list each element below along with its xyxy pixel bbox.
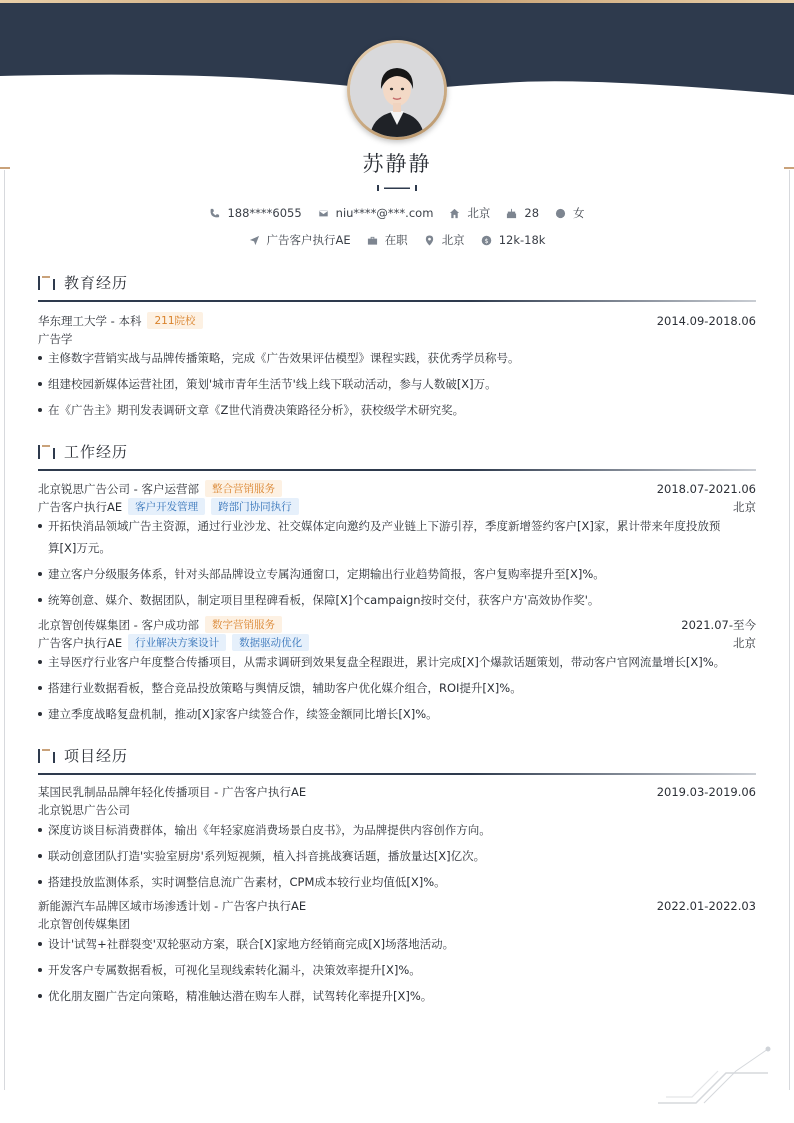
major-text: 广告学 (38, 332, 73, 346)
email-item (318, 206, 434, 220)
briefcase-icon (367, 235, 378, 246)
role-tag: 跨部门协同执行 (211, 498, 299, 515)
phone-item (209, 206, 301, 220)
project-header-row (38, 784, 756, 800)
education-date: 2014.09-2018.06 (656, 313, 756, 328)
job-bullet: 搭建行业数据看板，整合竞品投放策略与舆情反馈，辅助客户优化媒介组合，ROI提升[X]%。 (38, 678, 756, 699)
role-tag: 行业解决方案设计 (128, 634, 226, 651)
project-date: 2022.01-2022.03 (656, 899, 756, 913)
job-city: 北京 (733, 499, 756, 514)
school-name: 华东理工大学 - 本科 (38, 313, 142, 328)
home-item (449, 205, 490, 221)
project-bullet: 深度访谈目标消费群体，输出《年轻家庭消费场景白皮书》，为品牌提供内容创作方向。 (38, 820, 756, 841)
project-name: 某国民乳制品品牌年轻化传播项目 - 广告客户执行AE (38, 785, 307, 799)
age-item (506, 206, 539, 220)
home-icon (449, 208, 460, 219)
gender-item (555, 205, 585, 221)
project-bullet: 优化朋友圈广告定向策略，精准触达潜在购车人群，试驾转化率提升[X]%。 (38, 986, 756, 1007)
status-item (367, 232, 408, 248)
job-bullet: 建立客户分级服务体系，针对头部品牌设立专属沟通窗口，定期输出行业趋势简报，客户复购率提升至[X]%。 (38, 564, 756, 585)
email-text: niu****@***.com (335, 206, 434, 220)
education-bullet: 在《广告主》期刊发表调研文章《Z世代消费决策路径分析》，获校级学术研究奖。 (38, 400, 756, 421)
work-title-text: 工作经历 (64, 443, 129, 461)
avatar (347, 40, 447, 140)
job-intent-row (0, 232, 794, 248)
section-mark-icon (38, 445, 56, 459)
svg-text:$: $ (484, 236, 489, 245)
education-divider (38, 300, 756, 302)
major-row (38, 331, 756, 347)
project-name: 新能源汽车品牌区域市场渗透计划 - 广告客户执行AE (38, 899, 307, 913)
work-divider (38, 469, 756, 471)
corner-decoration (656, 1045, 776, 1105)
job-bullet: 主导医疗行业客户年度整合传播项目，从需求调研到效果复盘全程跟进，累计完成[X]个爆款话题策划，带动客户官网流量增长[X]%。 (38, 652, 756, 673)
age-text: 28 (524, 206, 540, 220)
project-org: 北京智创传媒集团 (38, 917, 130, 931)
job-header-row (38, 616, 756, 633)
job-role-row (38, 498, 756, 515)
job-date: 2021.07-至今 (681, 617, 756, 632)
project-org-row (38, 916, 756, 932)
portrait-image (350, 43, 444, 137)
role-tag: 客户开发管理 (128, 498, 205, 515)
city-text: 北京 (441, 233, 465, 247)
position-item (249, 232, 351, 248)
mail-icon (318, 208, 329, 219)
education-title-text: 教育经历 (64, 274, 129, 292)
gender-text: 女 (573, 206, 585, 220)
status-text: 在职 (384, 233, 408, 247)
education-bullet: 组建校园新媒体运营社团，策划'城市青年生活节'线上线下联动活动，参与人数破[X]万。 (38, 374, 756, 395)
project-bullet: 设计'试驾+社群裂变'双轮驱动方案，联合[X]家地方经销商完成[X]场落地活动。 (38, 934, 756, 955)
project-title-text: 项目经历 (64, 747, 129, 765)
send-icon (249, 235, 260, 246)
school-tag: 211院校 (147, 312, 202, 329)
salary-icon (481, 235, 492, 246)
project-org: 北京锐思广告公司 (38, 803, 130, 817)
project-divider (38, 773, 756, 775)
location-icon (424, 235, 435, 246)
job-date: 2018.07-2021.06 (656, 481, 756, 496)
job-city: 北京 (733, 635, 756, 650)
job-bullet: 建立季度战略复盘机制，推动[X]家客户续签合作，续签金额同比增长[X]%。 (38, 704, 756, 725)
project-section-title (38, 745, 128, 766)
company-name: 北京智创传媒集团 - 客户成功部 (38, 617, 199, 632)
job-bullet: 开拓快消品领域广告主资源，通过行业沙龙、社交媒体定向邀约及产业链上下游引荐，季度新增签约客户[X]家，累计带来年度投放预 (38, 516, 756, 537)
phone-icon (209, 208, 220, 219)
right-border-line (789, 170, 790, 1090)
city-item (424, 232, 465, 248)
job-bullet-continuation: 算[X]万元。 (48, 541, 111, 555)
project-header-row (38, 898, 756, 914)
contact-row (0, 205, 794, 221)
salary-text: 12k-18k (498, 233, 546, 247)
name-divider (377, 185, 417, 191)
project-bullet: 开发客户专属数据看板，可视化呈现线索转化漏斗，决策效率提升[X]%。 (38, 960, 756, 981)
job-header-row (38, 480, 756, 497)
education-bullet: 主修数字营销实战与品牌传播策略，完成《广告效果评估模型》课程实践，获优秀学员称号。 (38, 348, 756, 369)
section-mark-icon (38, 276, 56, 290)
phone-text: 188****6055 (227, 206, 302, 220)
job-role-row (38, 634, 756, 651)
job-role: 广告客户执行AE (38, 499, 123, 514)
salary-item (481, 233, 546, 247)
company-tag: 数字营销服务 (205, 616, 282, 633)
cake-icon (506, 208, 517, 219)
project-bullet: 联动创意团队打造'实验室厨房'系列短视频，植入抖音挑战赛话题，播放量达[X]亿次。 (38, 846, 756, 867)
section-mark-icon (38, 749, 56, 763)
left-border-line (4, 170, 5, 1090)
home-text: 北京 (467, 206, 491, 220)
position-text: 广告客户执行AE (266, 233, 351, 247)
candidate-name: 苏静静 (362, 152, 432, 176)
education-section-title (38, 272, 128, 293)
gender-icon (555, 208, 566, 219)
company-tag: 整合营销服务 (205, 480, 282, 497)
project-bullet: 搭建投放监测体系，实时调整信息流广告素材，CPM成本较行业均值低[X]%。 (38, 872, 756, 893)
project-org-row (38, 802, 756, 818)
education-header-row (38, 312, 756, 329)
job-bullet: 统筹创意、媒介、数据团队，制定项目里程碑看板，保障[X]个campaign按时交付，获客户方'高效协作奖'。 (38, 590, 756, 611)
work-section-title (38, 441, 128, 462)
company-name: 北京锐思广告公司 - 客户运营部 (38, 481, 199, 496)
job-role: 广告客户执行AE (38, 635, 123, 650)
role-tag: 数据驱动优化 (232, 634, 309, 651)
project-date: 2019.03-2019.06 (656, 785, 756, 799)
